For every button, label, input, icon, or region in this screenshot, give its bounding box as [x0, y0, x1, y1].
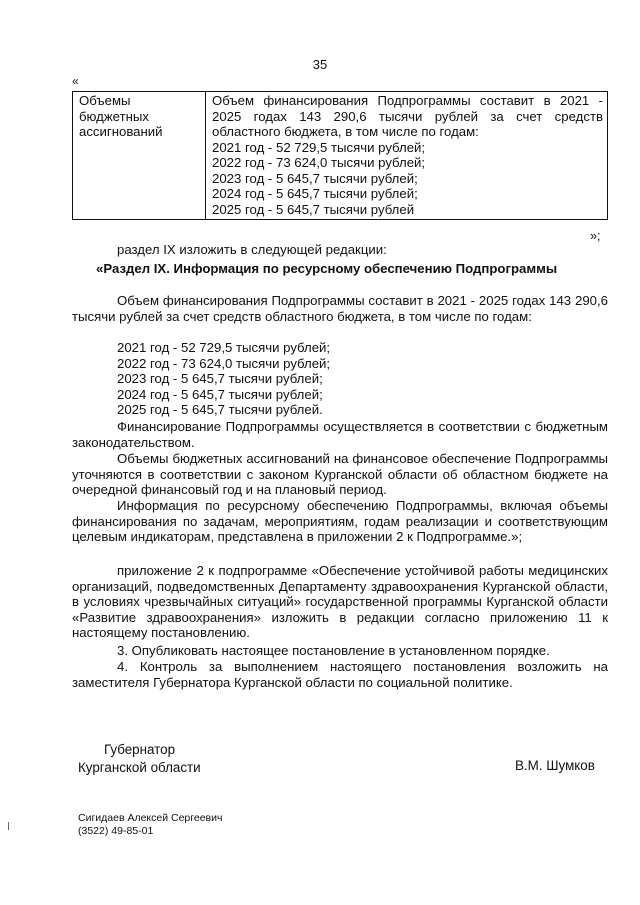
paragraph-publication: 3. Опубликовать настоящее постановление в установленном порядке.: [117, 643, 550, 658]
paragraph-budget-adjustment: Объемы бюджетных ассигнований на финансовое обеспечение Подпрограммы уточняются в соответствии с законом Курганской области об областном бюджете на очередной финансовый год и на плановый период.: [72, 451, 608, 498]
content-line: 2023 год - 5 645,7 тысячи рублей;: [212, 170, 418, 186]
content-line: 2021 год - 52 729,5 тысячи рублей;: [212, 139, 426, 155]
table-row: [73, 92, 608, 220]
label-line: Объемы: [79, 93, 131, 108]
signatory-title: [78, 741, 201, 776]
content-line: 2024 год - 5 645,7 тысячи рублей;: [212, 186, 418, 201]
year-item: 2021 год - 52 729,5 тысячи рублей;: [117, 340, 331, 355]
content-line: 2022 год - 73 624,0 тысячи рублей;: [212, 155, 426, 170]
paragraph-appendix: приложение 2 к подпрограмме «Обеспечение устойчивой работы медицинских организаций, подведомственных Департаменту здравоохранения Курганской области, в условиях чрезвычайных ситуаций» государственной программы Курганской области «Развитие здравоохранения» изложить в редакции согласно приложению 11 к настоящему постановлению.: [72, 563, 608, 641]
signatory-title-line: Курганской области: [78, 759, 201, 775]
label-line: ассигнований: [79, 124, 163, 139]
section-intro-text: раздел IX изложить в следующей редакции:: [117, 242, 387, 257]
executor-name: Сигидаев Алексей Сергеевич: [78, 812, 223, 824]
signatory-title-line: Губернатор: [104, 742, 176, 757]
paragraph-control: 4. Контроль за выполнением настоящего постановления возложить на заместителя Губернатора Курганской области по социальной политике.: [72, 659, 608, 690]
year-item: 2022 год - 73 624,0 тысячи рублей;: [117, 355, 331, 371]
paragraph-resource-info: Информация по ресурсному обеспечению Подпрограммы, включая объемы финансирования по задачам, мероприятиям, годам реализации и соответствующим целевым индикаторам, представлена в приложении 2 к Подпрограмме.»;: [72, 498, 608, 545]
section-intro: [72, 242, 608, 258]
year-item: 2024 год - 5 645,7 тысячи рублей;: [117, 386, 323, 402]
executor-phone: (3522) 49-85-01: [78, 825, 154, 837]
page-number: 35: [312, 57, 328, 72]
closing-quote: »;: [590, 229, 601, 243]
budget-allocations-table: [72, 91, 608, 220]
label-line: бюджетных: [79, 108, 149, 124]
content-line: 2025 годах 143 290,6 тысячи рублей за счет средств: [212, 108, 603, 124]
section-heading: «Раздел IX. Информация по ресурсному обеспечению Подпрограммы: [96, 261, 558, 276]
year-item: 2025 год - 5 645,7 тысячи рублей.: [117, 402, 323, 418]
paragraph-legislation: Финансирование Подпрограммы осуществляется в соответствии с бюджетным законодательством.: [72, 419, 608, 450]
content-line: Объем финансирования Подпрограммы составит в 2021 -: [212, 93, 603, 108]
signatory-name: В.М. Шумков: [515, 758, 595, 773]
content-line: 2025 год - 5 645,7 тысячи рублей: [212, 201, 415, 217]
margin-mark: [8, 822, 9, 830]
opening-quote: «: [72, 74, 79, 88]
year-item: 2023 год - 5 645,7 тысячи рублей;: [117, 371, 323, 387]
content-line: областного бюджета, в том числе по годам:: [212, 124, 479, 139]
table-label-cell: [73, 92, 206, 220]
executor-info: [78, 812, 222, 838]
years-list: [72, 340, 608, 418]
table-content-cell: [206, 92, 608, 220]
financing-paragraph: Объем финансирования Подпрограммы составит в 2021 - 2025 годах 143 290,6 тысячи рублей за счет средств областного бюджета, в том числе по годам:: [72, 293, 608, 324]
